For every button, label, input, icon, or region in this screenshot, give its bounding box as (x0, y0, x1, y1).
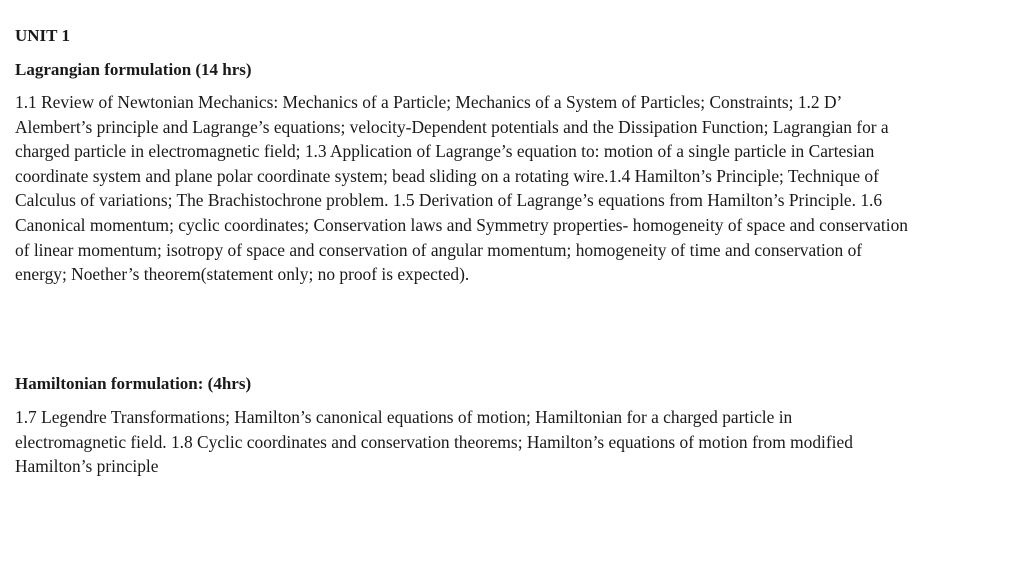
lagrangian-topics: 1.1 Review of Newtonian Mechanics: Mechanics of a Particle; Mechanics of a System of Particles; Constraints; 1.2 D’ Alembert’s principle and Lagrange’s equations; velocity-Dependent potentials and the Dissipation Function; Lagrangian for a charged particle in electromagnetic field; 1.3 Application of Lagrange’s equation to: motion of a single particle in Cartesian coordinate system and plane polar coordinate system; bead sliding on a rotating wire.1.4 Hamilton’s Principle; Technique of Calculus of variations; The Brachistochrone problem. 1.5 Derivation of Lagrange’s equations from Hamilton’s Principle. 1.6 Canonical momentum; cyclic coordinates; Conservation laws and Symmetry properties- homogeneity of space and conservation of linear momentum; isotropy of space and conservation of angular momentum; homogeneity of time and conservation of energy; Noether’s theorem(statement only; no proof is expected). (15, 92, 908, 285)
hamiltonian-heading: Hamiltonian formulation: (4hrs) (15, 374, 252, 393)
hamiltonian-topics: 1.7 Legendre Transformations; Hamilton’s canonical equations of motion; Hamiltonian for a charged particle in electromagnetic field. 1.8 Cyclic coordinates and conservation theorems; Hamilton’s equations of motion from modified Hamilton’s principle (15, 407, 853, 477)
syllabus-slide (15, 0, 1010, 576)
unit-title: UNIT 1 (15, 26, 70, 45)
lagrangian-heading: Lagrangian formulation (14 hrs) (15, 60, 252, 79)
